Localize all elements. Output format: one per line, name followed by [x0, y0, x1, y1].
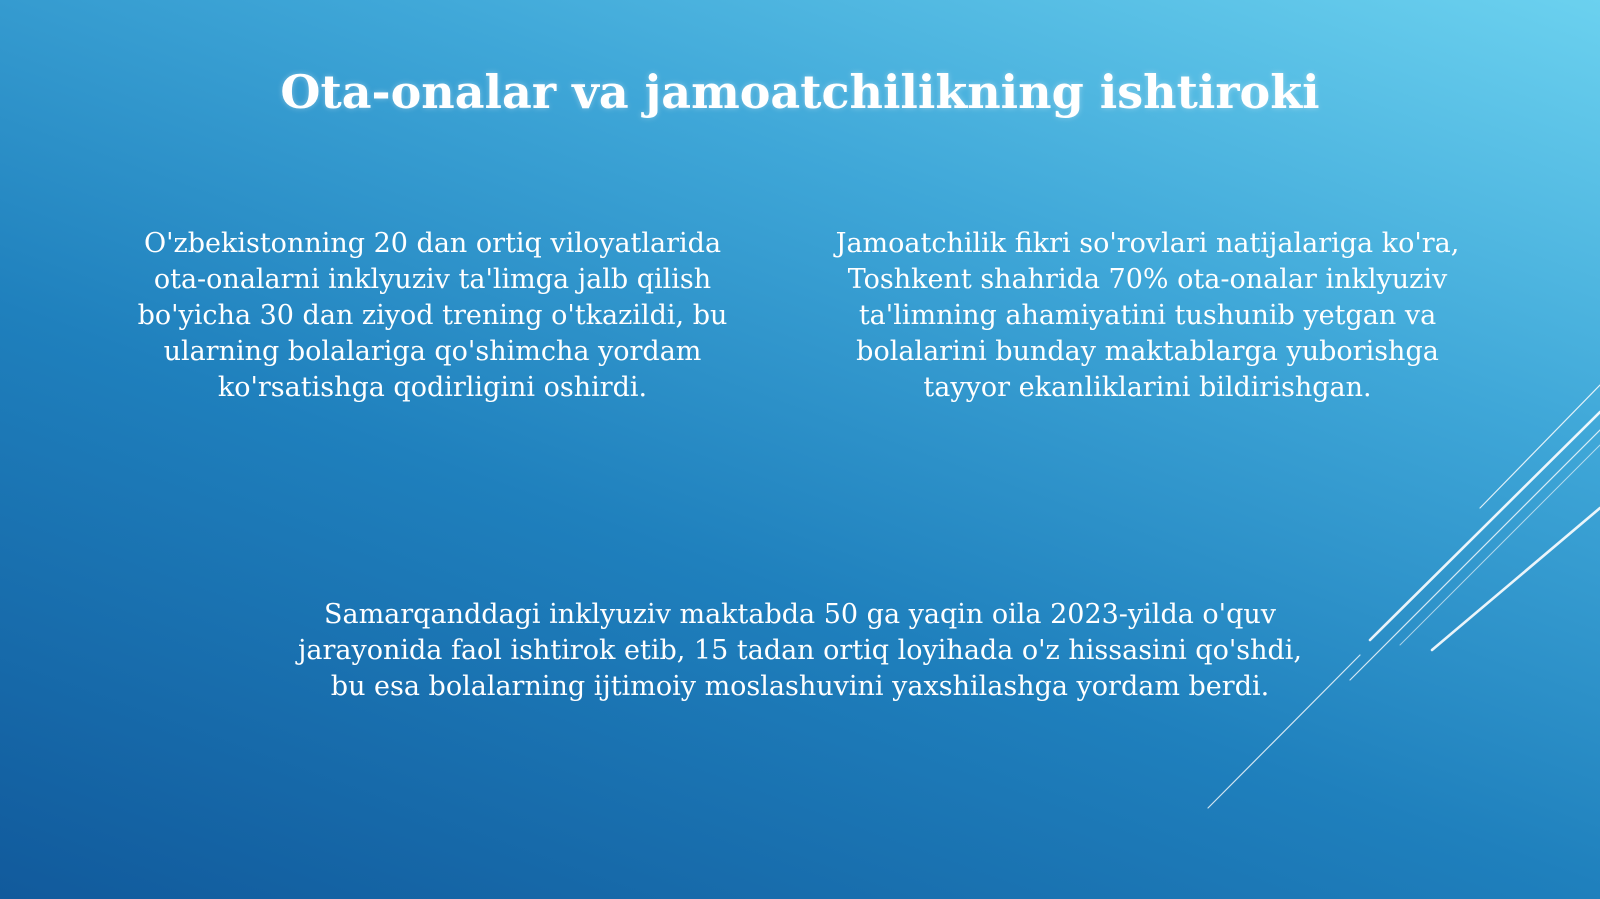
- deco-line-1: [1480, 385, 1600, 508]
- deco-line-3: [1350, 430, 1600, 680]
- paragraph-bottom: Samarqanddagi inklyuziv maktabda 50 ga yaqin oila 2023-yilda o'quv jarayonida faol ishtirok etib, 15 tadan ortiq loyihada o'z hissasini qo'shdi, bu esa bolalarning ijtimoiy moslashuvini yaxshilashga yordam berdi.: [297, 599, 1303, 702]
- deco-line-2: [1370, 412, 1600, 640]
- paragraph-right: Jamoatchilik fikri so'rovlari natijalariga ko'ra, Toshkent shahrida 70% ota-onalar inklyuziv ta'limning ahamiyatini tushunib yetgan va bolalarini bunday maktablarga yuborishga tayyor ekanliklarini bildirishgan.: [835, 228, 1460, 403]
- deco-line-6: [1400, 445, 1600, 645]
- deco-line-4: [1432, 508, 1600, 650]
- slide-title: Ota-onalar va jamoatchilikning ishtiroki: [280, 65, 1320, 119]
- paragraph-left: O'zbekistonning 20 dan ortiq viloyatlarida ota-onalarni inklyuziv ta'limga jalb qilish bo'yicha 30 dan ziyod trening o'tkazildi, bu ularning bolalariga qo'shimcha yordam ko'rsatishga qodirligini oshirdi.: [137, 228, 728, 403]
